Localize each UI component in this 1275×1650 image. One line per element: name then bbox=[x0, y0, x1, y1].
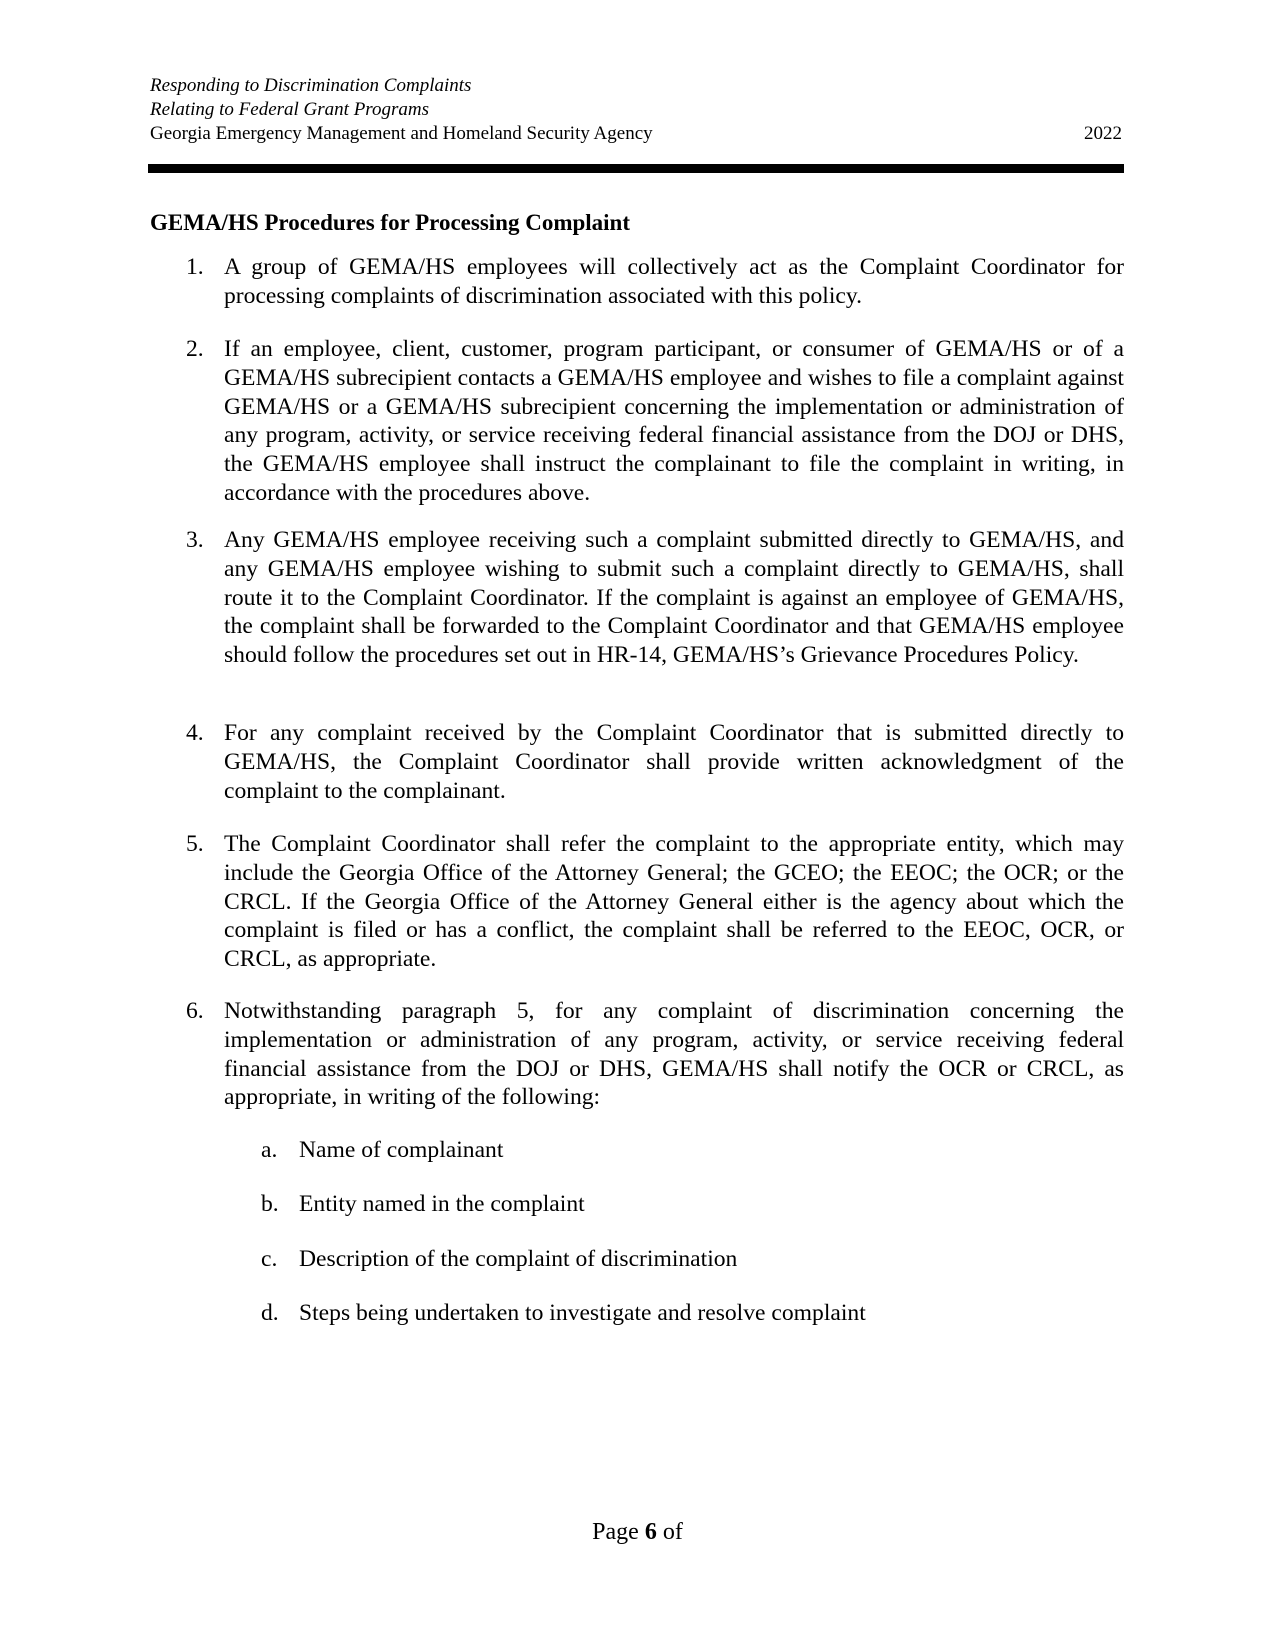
page-footer bbox=[0, 1518, 1275, 1546]
list-item-6 bbox=[150, 997, 1124, 1112]
sub-list-item-letter: c. bbox=[261, 1246, 278, 1272]
header-title-line-1: Responding to Discrimination Complaints bbox=[150, 75, 472, 96]
list-item-number: 6. bbox=[186, 998, 204, 1024]
sub-list-item-d bbox=[150, 1299, 1124, 1328]
section-title: GEMA/HS Procedures for Processing Complaint bbox=[150, 210, 631, 235]
list-item-number: 3. bbox=[186, 527, 204, 553]
list-item-4 bbox=[150, 719, 1124, 805]
sub-list-item-letter: b. bbox=[261, 1191, 279, 1217]
running-header bbox=[150, 74, 1122, 146]
sub-list-item-text: Steps being undertaken to investigate and resolve complaint bbox=[299, 1300, 866, 1326]
list-item-number: 5. bbox=[186, 831, 204, 857]
sub-list-item-text: Description of the complaint of discrimination bbox=[299, 1246, 738, 1272]
list-item-text: If an employee, client, customer, program participant, or consumer of GEMA/HS or of a GEMA/HS subrecipient contacts a GEMA/HS employee and wishes to file a complaint against GEMA/HS or a GEMA/HS subrecipient concerning the implementation or administration of any program, activity, or service receiving federal financial assistance from the DOJ or DHS, the GEMA/HS employee shall instruct the complainant to file the complaint in writing, in accordance with the procedures above. bbox=[224, 336, 1124, 506]
list-item-number: 1. bbox=[186, 254, 204, 280]
list-item-3 bbox=[150, 526, 1124, 670]
header-agency-name: Georgia Emergency Management and Homeland Security Agency bbox=[150, 123, 653, 144]
sub-list-item-text: Name of complainant bbox=[299, 1137, 504, 1163]
list-item-text: Notwithstanding paragraph 5, for any complaint of discrimination concerning the implementation or administration of any program, activity, or service receiving federal financial assistance from the DOJ or DHS, GEMA/HS shall notify the OCR or CRCL, as appropriate, in writing of the following: bbox=[224, 998, 1124, 1111]
list-item-text: Any GEMA/HS employee receiving such a complaint submitted directly to GEMA/HS, and any GEMA/HS employee wishing to submit such a complaint directly to GEMA/HS, shall route it to the Complaint Coordinator. If the complaint is against an employee of GEMA/HS, the complaint shall be forwarded to the Complaint Coordinator and that GEMA/HS employee should follow the procedures set out in HR-14, GEMA/HS’s Grievance Procedures Policy. bbox=[224, 527, 1124, 669]
list-item-text: For any complaint received by the Complaint Coordinator that is submitted directly to GEMA/HS, the Complaint Coordinator shall provide written acknowledgment of the complaint to the complainant. bbox=[224, 720, 1124, 804]
footer-page-prefix: Page bbox=[592, 1519, 639, 1545]
list-item-1 bbox=[150, 253, 1124, 311]
header-title-line-2: Relating to Federal Grant Programs bbox=[150, 99, 429, 120]
list-item-number: 2. bbox=[186, 336, 204, 362]
sub-list-item-a bbox=[150, 1136, 1124, 1165]
footer-page-suffix: of bbox=[662, 1519, 683, 1545]
header-divider-rule bbox=[148, 164, 1124, 173]
sub-list-item-letter: a. bbox=[261, 1137, 278, 1163]
header-year: 2022 bbox=[1084, 123, 1122, 144]
list-item-number: 4. bbox=[186, 720, 204, 746]
sub-list-item-text: Entity named in the complaint bbox=[299, 1191, 585, 1217]
list-item-2 bbox=[150, 335, 1124, 508]
sub-list-item-b bbox=[150, 1190, 1124, 1219]
list-item-text: A group of GEMA/HS employees will collectively act as the Complaint Coordinator for processing complaints of discrimination associated with this policy. bbox=[224, 254, 1124, 309]
sub-list-item-letter: d. bbox=[261, 1300, 279, 1326]
list-item-text: The Complaint Coordinator shall refer the complaint to the appropriate entity, which may include the Georgia Office of the Attorney General; the GCEO; the EEOC; the OCR; or the CRCL. If the Georgia Office of the Attorney General either is the agency about which the complaint is filed or has a conflict, the complaint shall be referred to the EEOC, OCR, or CRCL, as appropriate. bbox=[224, 831, 1124, 973]
list-item-5 bbox=[150, 830, 1124, 974]
header-agency-row bbox=[150, 122, 1122, 146]
footer-page-number: 6 bbox=[644, 1519, 657, 1545]
sub-list-item-c bbox=[150, 1245, 1124, 1274]
